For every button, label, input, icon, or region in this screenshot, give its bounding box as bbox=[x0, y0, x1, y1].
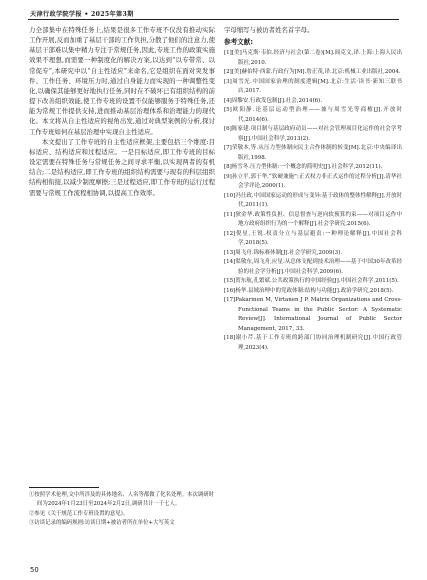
reference-item: [10]冯仕政.中国国家运动的形成与变异:基于政体的整体性解释[J].开放时代,2011(1). bbox=[224, 192, 402, 209]
footnote: ①按照学术伦理,文中所涉及的具体地名、人名等都做了化名处理。本次调研时间为2024年1月23日至2024年2月2日,调研共计一千七人。 bbox=[29, 492, 214, 508]
footnotes bbox=[29, 491, 215, 528]
reference-item: [2][美]赫伯特·西蒙.行政行为[M].詹正茂,译.北京:机械工业出版社,2004. bbox=[224, 69, 401, 76]
running-header: 天津行政学院学报 • 2025年第3期 bbox=[30, 11, 134, 18]
header-rule bbox=[28, 19, 399, 20]
footnote: ③访谈记录的编码规则:访谈日期+被访者所在单位+大写英文 bbox=[29, 519, 175, 526]
reference-item: [5]欧阳静.论基层运动型治理——兼与周雪光等商榷[J].开放时代,2014(6). bbox=[224, 107, 402, 123]
body-paragraph: 字母缩写与被访者姓名首字母。 bbox=[224, 26, 314, 34]
reference-item: [8]杨雪冬.压力型体制:一个概念的简明史[J].社会科学,2012(11). bbox=[224, 164, 383, 171]
references-list bbox=[224, 49, 402, 353]
reference-item: [3]周雪光.中国国家治理的制度逻辑[M].北京:生活·读书·新知三联书店,2017. bbox=[224, 78, 402, 95]
footnote-rule bbox=[29, 487, 99, 488]
body-paragraph: 本文提出了工作专班的自主性适应框架,主要包括三个维度:目标适应、结构适应和过程适应。一是目标适应,即工作专班的目标设定需要在特殊任务与常规任务之间寻求平衡,以实现两者的有机结合;二是结构适应,即工作专班的组织结构需要与现有的科层组织结构相衔接,以减少制度摩擦;三是过程适应,即工作专班的运行过程需要与常规工作流程相协调,以提高工作效率。 bbox=[29, 137, 215, 197]
reference-item: [13]周飞舟.锦标赛体制[J].社会学研究,2009(3). bbox=[224, 249, 343, 256]
reference-item: [16]杨华.县域治理中的党政体制:结构与功能[J].政治学研究,2018(5). bbox=[224, 287, 394, 294]
reference-item: [14]渠敬东,周飞舟,应星.从总体支配到技术治理——基于中国30年改革经验的社会学分析[J].中国社会科学,2009(6). bbox=[224, 259, 402, 275]
reference-item: [15]贺东航,孔繁斌.公共政策执行的中国经验[J].中国社会科学,2011(5). bbox=[224, 278, 399, 285]
reference-item: [9]孙立平,郭于华.“软硬兼施”:正式权力非正式运作的过程分析[J].清华社会学评论,2000(1). bbox=[224, 173, 402, 190]
reference-item: [7]荣敬本,等.从压力型体制向民主合作体制的转变[M].北京:中央编译出版社,1998. bbox=[224, 145, 402, 161]
reference-item: [11]狄金华.政策性负担、信息督查与逆向软预算约束——对项目运作中地方政府组织行为的一个解释[J].社会学研究,2015(6). bbox=[224, 211, 402, 228]
reference-item: [4]周黎安.行政发包制[J].社会,2014(6). bbox=[224, 97, 323, 104]
references-heading: 参考文献: bbox=[224, 38, 254, 47]
footnote: ②参见《关于规范工作专班设置的意见》。 bbox=[29, 510, 129, 517]
body-paragraph: 力全部集中在特殊任务上,结果是很多工作专班不仅没有推动实际工作开展,反而加重了基层干部的工作负担,分散了他们的注意力,使基层干部难以集中精力专注于常规任务,因此,专班工作的政策实施效果不理想,而需要一种制度化的解决方案,以达到“以专带常、以常促专”,本研究中以“自主性适应”来命名,它是组织在面对突发事件、工作任务、环境压力时,通过自身能力而实现的一种调整性变化,以确保其能够更好地执行任务,同时在不破坏已有组织结构的前提下改善组织效能,使工作专班的设置不仅能够服务于特殊任务,还能为常规工作提供支持,进而推动基层治理体系和治理能力的现代化。本文将从自主性适应的视角出发,通过对典型案例的分析,探讨工作专班如何在基层治理中实现自主性适应。 bbox=[29, 26, 215, 136]
page-number: 50 bbox=[30, 566, 39, 574]
right-column bbox=[224, 25, 402, 353]
reference-item: [12]倪星,王锐.权责分立与基层避责:一种理论解释[J].中国社会科学,2018(5). bbox=[224, 230, 402, 247]
left-column bbox=[29, 25, 215, 198]
reference-item: [18]谢小芹.基于工作专班的跨部门协同治理机制研究[J].中国行政管理,2023(4). bbox=[224, 335, 402, 351]
reference-item: [1][美]马克斯·韦伯.经济与社会(第二卷)[M].阎克文,译.上海:上海人民出版社,2010. bbox=[224, 50, 402, 66]
reference-item: [17]Pakarinen M, Virtanen J P. Matrix Organizations and Cross-Functional Teams in the Public Sector: A Systematic Review[J]. International Journal of Public Sector Management, 2017, 33. bbox=[224, 297, 402, 332]
reference-item: [6]陈家建.项目制与基层政府动员——对社会管理项目化运作的社会学考察[J].中国社会科学,2013(2). bbox=[224, 126, 402, 142]
